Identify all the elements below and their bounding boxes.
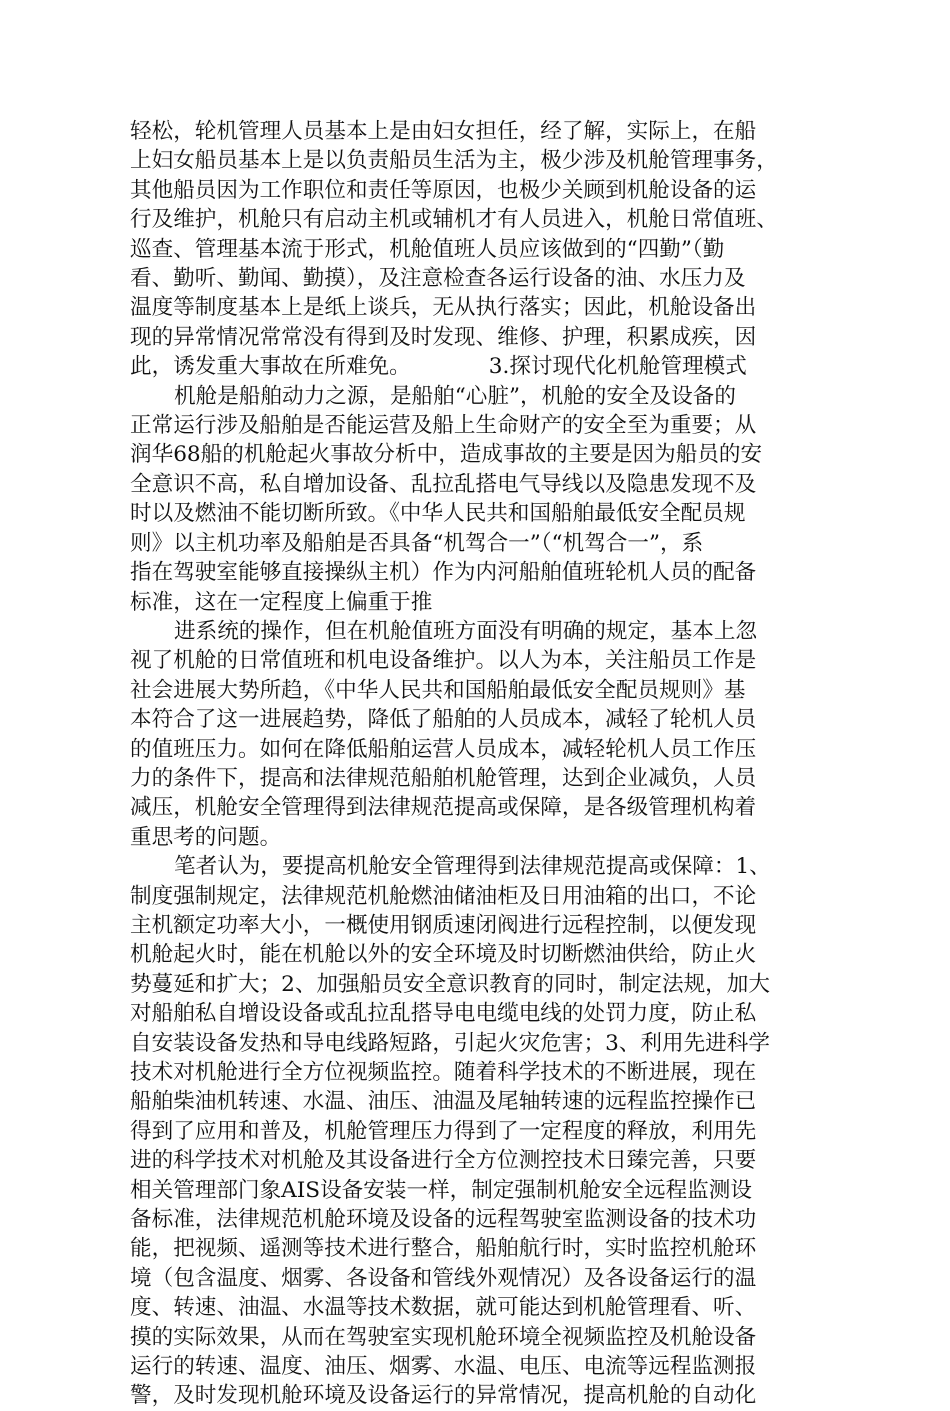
text-line: 巡查、管理基本流于形式，机舱值班人员应该做到的“四勤”（勤 <box>130 236 725 262</box>
text-line: 则》以主机功率及船舶是否具备“机驾合一”（“机驾合一”，系 <box>130 530 704 556</box>
text-line: 润华68船的机舱起火事故分析中，造成事故的主要是因为船员的安 <box>130 442 763 468</box>
text-line: 减压，机舱安全管理得到法律规范提高或保障，是各级管理机构着 <box>130 795 757 821</box>
text-line: 度、转速、油温、水温等技术数据，就可能达到机舱管理看、听、 <box>130 1295 757 1321</box>
document-body <box>130 117 798 1411</box>
text-line: 本符合了这一进展趋势，降低了船舶的人员成本，减轻了轮机人员 <box>130 707 757 733</box>
text-line: 时以及燃油不能切断所致。《中华人民共和国船舶最低安全配员规 <box>130 501 746 527</box>
paragraph-1 <box>130 117 798 382</box>
text-line-with-heading <box>130 352 798 381</box>
text-line: 其他船员因为工作职位和责任等原因，也极少关顾到机舱设备的运 <box>130 177 757 203</box>
text-line: 的值班压力。如何在降低船舶运营人员成本，减轻轮机人员工作压 <box>130 736 757 762</box>
text-line: 境（包含温度、烟雾、各设备和管线外观情况）及各设备运行的温 <box>130 1265 757 1291</box>
text-line: 备标准，法律规范机舱环境及设备的远程驾驶室监测设备的技术功 <box>130 1207 757 1233</box>
text-line: 主机额定功率大小，一概使用钢质速闭阀进行远程控制，以便发现 <box>130 912 757 938</box>
text-line: 轻松，轮机管理人员基本上是由妇女担任，经了解，实际上，在船 <box>130 119 757 144</box>
text-line: 社会进展大势所趋，《中华人民共和国船舶最低安全配员规则》基 <box>130 677 746 703</box>
text-line: 重思考的问题。 <box>130 824 282 850</box>
text-line: 现的异常情况常常没有得到及时发现、维修、护理，积累成疾，因 <box>130 324 757 350</box>
paragraph-3 <box>130 617 798 852</box>
text-line: 制度强制规定，法律规范机舱燃油储油柜及日用油箱的出口，不论 <box>130 883 757 909</box>
text-line: 温度等制度基本上是纸上谈兵，无从执行落实；因此，机舱设备出 <box>130 295 757 321</box>
text-line: 标准，这在一定程度上偏重于推 <box>130 589 433 615</box>
text-line: 能，把视频、遥测等技术进行整合，船舶航行时，实时监控机舱环 <box>130 1236 757 1262</box>
text-line: 警，及时发现机舱环境及设备运行的异常情况，提高机舱的自动化 <box>130 1383 757 1409</box>
text-line: 上妇女船员基本上是以负责船员生活为主，极少涉及机舱管理事务， <box>130 148 778 174</box>
paragraph-last-line: 此，诱发重大事故在所难免。 <box>130 354 411 380</box>
text-line: 笔者认为，要提高机舱安全管理得到法律规范提高或保障：1、 <box>174 854 771 880</box>
text-line: 得到了应用和普及，机舱管理压力得到了一定程度的释放，利用先 <box>130 1118 757 1144</box>
text-line: 相关管理部门象AIS设备安装一样，制定强制机舱安全远程监测设 <box>130 1177 752 1203</box>
text-line: 对船舶私自增设设备或乱拉乱搭导电电缆电线的处罚力度，防止私 <box>130 1001 757 1027</box>
paragraph-2 <box>130 382 798 617</box>
text-line: 力的条件下，提高和法律规范船舶机舱管理，达到企业减负，人员 <box>130 765 757 791</box>
text-line: 船舶柴油机转速、水温、油压、油温及尾轴转速的远程监控操作已 <box>130 1089 757 1115</box>
paragraph-4 <box>130 852 798 1411</box>
text-line: 机舱是船舶动力之源，是船舶“心脏”，机舱的安全及设备的 <box>174 383 736 409</box>
text-line: 行及维护，机舱只有启动主机或辅机才有人员进入，机舱日常值班、 <box>130 207 778 233</box>
section-heading: 3.探讨现代化机舱管理模式 <box>488 354 747 380</box>
text-line: 指在驾驶室能够直接操纵主机）作为内河船舶值班轮机人员的配备 <box>130 560 757 586</box>
text-line: 进系统的操作，但在机舱值班方面没有明确的规定，基本上忽 <box>174 618 758 644</box>
text-line: 势蔓延和扩大；2、加强船员安全意识教育的同时，制定法规，加大 <box>130 971 770 997</box>
text-line: 全意识不高，私自增加设备、乱拉乱搭电气导线以及隐患发现不及 <box>130 471 757 497</box>
text-line: 技术对机舱进行全方位视频监控。随着科学技术的不断进展，现在 <box>130 1060 757 1085</box>
text-line: 进的科学技术对机舱及其设备进行全方位测控技术日臻完善，只要 <box>130 1148 757 1174</box>
text-line: 机舱起火时，能在机舱以外的安全环境及时切断燃油供给，防止火 <box>130 942 757 968</box>
text-line: 摸的实际效果，从而在驾驶室实现机舱环境全视频监控及机舱设备 <box>130 1324 757 1350</box>
text-line: 运行的转速、温度、油压、烟雾、水温、电压、电流等远程监测报 <box>130 1354 757 1380</box>
text-line: 看、勤听、勤闻、勤摸），及注意检查各运行设备的油、水压力及 <box>130 266 746 292</box>
text-line: 正常运行涉及船舶是否能运营及船上生命财产的安全至为重要；从 <box>130 413 757 439</box>
text-line: 视了机舱的日常值班和机电设备维护。以人为本，关注船员工作是 <box>130 648 757 674</box>
text-line: 自安装设备发热和导电线路短路，引起火灾危害；3、利用先进科学 <box>130 1030 770 1056</box>
